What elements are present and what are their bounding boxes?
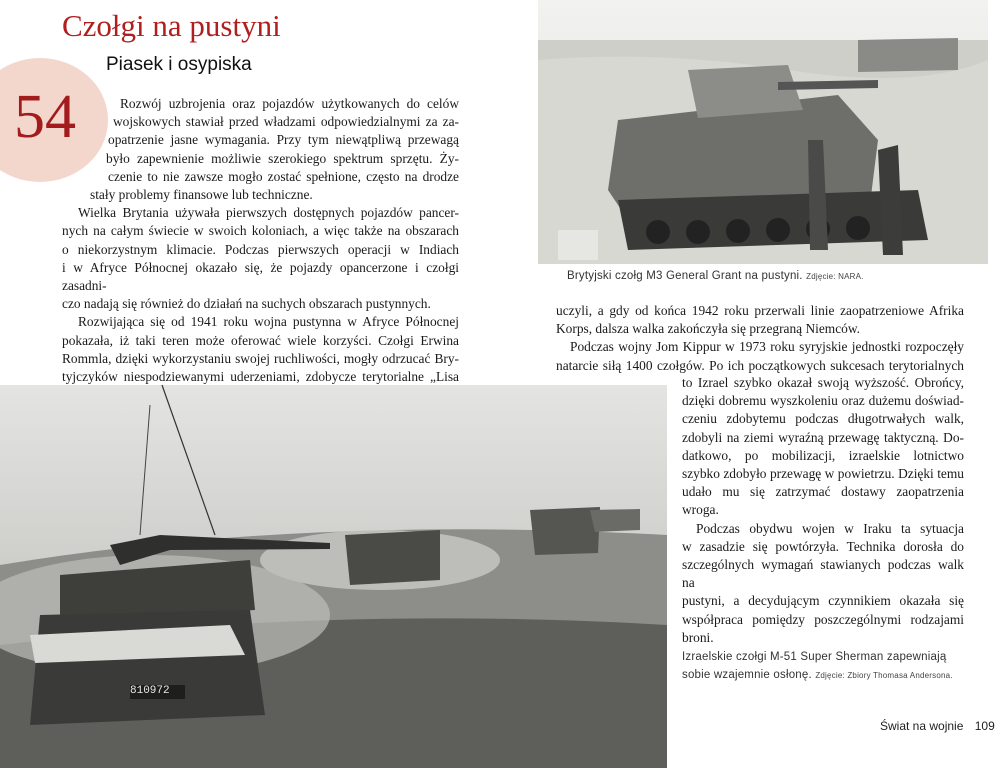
text-line: pokazała, iż taki teren może oferować wiele korzyści. Czołgi Erwina <box>62 332 459 348</box>
text-line: tyjczyków niespodziewanymi uderzeniami, zdobycze terytorialne „Lisa <box>62 369 459 385</box>
text-line: datkowo, po mobilizacji, izraelskie lotnictwo <box>682 447 964 463</box>
text-line: Podczas obydwu wojen w Iraku ta sytuacja <box>696 520 964 536</box>
text-line: Rommla, dzięki wykorzystaniu swojej ruchliwości, mogły odrzucać Bry- <box>62 350 459 366</box>
text-line: Korps, dalsza walka zakończyła się przegraną Niemców. <box>556 321 861 337</box>
page-number: 109 <box>974 719 995 733</box>
footer-section: Świat na wojnie <box>880 719 964 733</box>
photo-credit: Zdjęcie: NARA. <box>806 272 864 281</box>
text-line: szybko zdobyło przewagę w powietrzu. Dzięki temu <box>682 466 964 482</box>
text-line: czeniu zdobytemu podczas długotrwałych walk, <box>682 411 964 427</box>
text-line: czo nadają się również do działań na suchych obszarach pustynnych. <box>62 296 431 312</box>
tank-desert-photo <box>538 0 988 264</box>
chapter-number: 54 <box>14 83 76 151</box>
photo-caption-bottom <box>682 648 972 685</box>
page-title: Czołgi na pustyni <box>62 8 281 43</box>
caption-text: sobie wzajemnie osłonę. <box>682 669 812 681</box>
photo-m3-grant <box>538 0 988 264</box>
photo-super-sherman <box>0 385 667 768</box>
running-footer <box>880 719 995 733</box>
text-line: czenie to nie zawsze mogło zostać spełnione, często na drodze <box>108 168 459 184</box>
text-line: uczyli, a gdy od końca 1942 roku przerwali linie zaopatrzeniowe Afrika <box>556 303 964 318</box>
text-line: Wielka Brytania używała pierwszych dostępnych pojazdów pancer- <box>78 205 459 221</box>
text-line: pustyni, a decydującym czynnikiem okazała się <box>682 593 964 609</box>
text-line: udało mu się zatrzymać dostawy zaopatrzenia <box>682 484 964 500</box>
caption-line <box>682 666 972 685</box>
photo-caption-top <box>567 270 864 282</box>
body-text-right-top <box>556 302 964 375</box>
text-line: i w Afryce Północnej okazało się, że pojazdy opancerzone i czołgi zasadni- <box>62 259 459 294</box>
text-line: nych na całym świecie w swoich koloniach, a więc także na obszarach <box>62 223 459 239</box>
text-line: Podczas wojny Jom Kippur w 1973 roku syryjskie jednostki rozpoczęły <box>570 339 964 355</box>
text-line: zdobyli na ziemi wyraźną przewagę taktyczną. Do- <box>682 429 964 445</box>
page-subtitle: Piasek i osypiska <box>106 54 252 75</box>
text-line: dzięki dobremu wyszkoleniu oraz dużemu doświad- <box>682 393 964 409</box>
text-line: stały problemy finansowe lub techniczne. <box>90 187 313 203</box>
caption-text: Brytyjski czołg M3 General Grant na pustyni. <box>567 270 803 282</box>
text-line: wroga. <box>682 502 719 518</box>
text-line: szczególnych wymagań stawianych podczas walk na <box>682 557 964 591</box>
text-line: o niekorzystnym klimacie. Podczas pierwszych operacji w Indiach <box>62 241 459 257</box>
caption-line: Izraelskie czołgi M-51 Super Sherman zapewniają <box>682 651 947 663</box>
text-line: współpraca pomiędzy poszczególnymi rodzajami <box>682 611 964 627</box>
photo-credit: Zdjęcie: Zbiory Thomasa Andersona. <box>815 671 953 680</box>
text-line: opatrzenie jasne wymagania. Przy tym niewątpliwą przewagą <box>108 132 459 148</box>
text-line: broni. <box>682 629 714 645</box>
text-line: Rozwój uzbrojenia oraz pojazdów użytkowanych do celów <box>120 96 459 111</box>
text-line: to Izrael szybko okazał swoją wyższość. Obrońcy, <box>682 375 964 390</box>
tank-marking: 810972 <box>130 685 170 697</box>
text-line: wojskowych stawiał przed władzami odpowiedzialnymi za za- <box>113 114 459 130</box>
text-line: Rozwijająca się od 1941 roku wojna pustynna w Afryce Północnej <box>78 314 459 330</box>
text-line: natarcie siłą 1400 czołgów. Po ich początkowych sukcesach terytorialnych <box>556 357 964 373</box>
body-text-left <box>0 95 470 404</box>
tanks-column-photo <box>0 385 667 768</box>
body-text-right-bottom <box>682 374 964 647</box>
text-line: w zasadzie się powtórzyła. Technika dorosła do <box>682 538 964 554</box>
text-line: było zapewnienie możliwie szerokiego spektrum sprzętu. Ży- <box>106 150 459 166</box>
